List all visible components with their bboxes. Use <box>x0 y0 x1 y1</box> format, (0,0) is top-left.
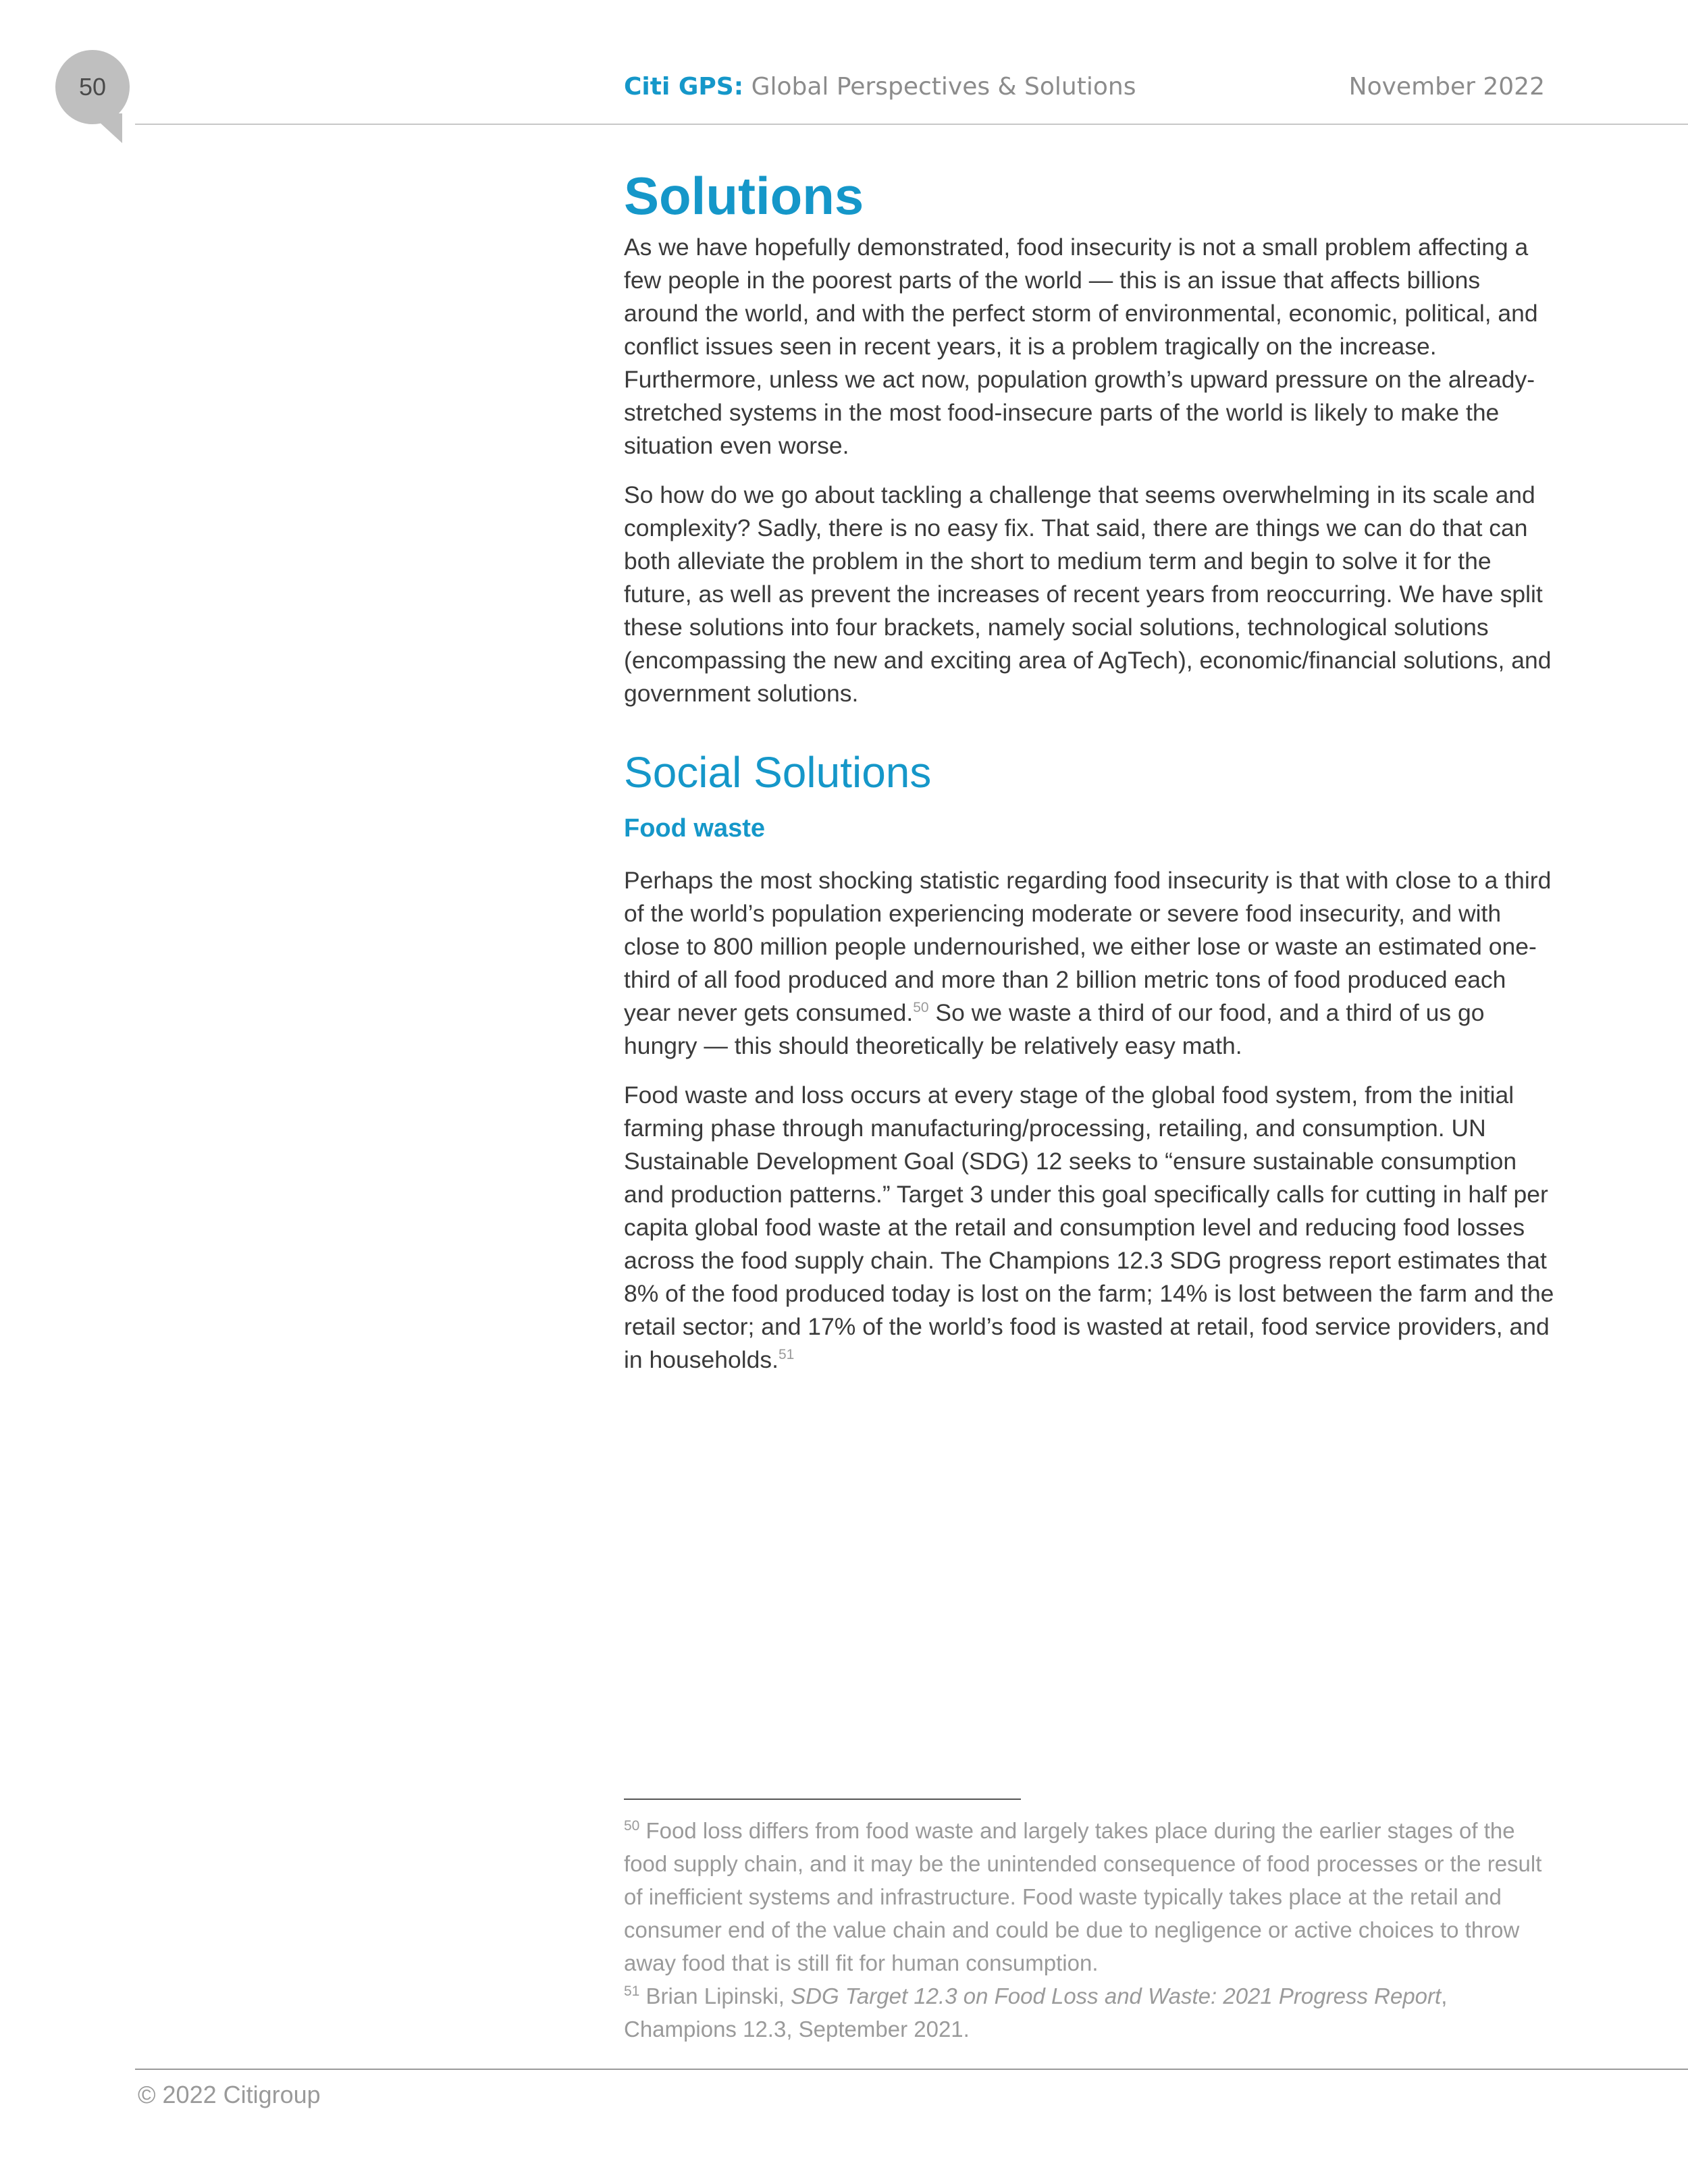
brand-name: Citi GPS: <box>624 73 744 101</box>
footer-copyright: © 2022 Citigroup <box>138 2081 321 2108</box>
footnote-51-rest: , Champions 12.3, September 2021. <box>624 1983 1448 2042</box>
intro-paragraph-1: As we have hopefully demonstrated, food insecurity is not a small problem affecting a few people in the poorest parts of the world — this is an issue that affects billions around the world, and with the perfect storm of environmental, economic, political, and conflict issues seen in recent years, it is a problem tragically on the increase. Furthermore, unless we act now, population growth’s upward pressure on the already-stretched systems in the most food-insecure parts of the world is likely to make the situation even worse. <box>624 234 1538 459</box>
footnote-ref-51[interactable]: 51 <box>778 1347 795 1363</box>
footnote-51-title: SDG Target 12.3 on Food Loss and Waste: 2021 Progress Report <box>791 1983 1442 2008</box>
social-solutions-heading: Social Solutions <box>624 748 932 797</box>
section-title: Solutions <box>624 166 864 225</box>
footnote-ref-50[interactable]: 50 <box>913 1000 929 1016</box>
footnote-51-author: Brian Lipinski, <box>639 1983 791 2008</box>
food-waste-paragraph-1-tail: So we waste a third of our food, and a third of us go hungry — this should theoretically be relatively easy math. <box>624 999 1485 1059</box>
footer-divider <box>135 2069 1688 2070</box>
header-date: November 2022 <box>1348 73 1545 101</box>
intro-paragraph-2: So how do we go about tackling a challenge that seems overwhelming in its scale and complexity? Sadly, there is no easy fix. That said, there are things we can do that can both alleviate the problem in the short to medium term and begin to solve it for the future, as well as prevent the increases of recent years from reoccurring. We have split these solutions into four brackets, namely social solutions, technological solutions (encompassing the new and exciting area of AgTech), economic/financial solutions, and government solutions. <box>624 481 1552 707</box>
header-divider <box>135 124 1688 125</box>
food-waste-paragraph-1 <box>624 864 1556 1063</box>
main-content <box>624 162 1556 1377</box>
food-waste-heading: Food waste <box>624 814 766 843</box>
footnote-50-text: Food loss differs from food waste and largely takes place during the earlier stages of the food supply chain, and it may be the unintended consequence of food processes or the result of inefficient systems and infrastructure. Food waste typically takes place at the retail and consumer end of the value chain and could be due to negligence or active choices to throw away food that is still fit for human consumption. <box>624 1818 1542 1975</box>
footnote-51 <box>624 1979 1556 2046</box>
brand-subtitle: Global Perspectives & Solutions <box>751 73 1136 101</box>
page-number: 50 <box>78 73 107 101</box>
footnote-50 <box>624 1814 1556 1979</box>
food-waste-paragraph-2-text: Food waste and loss occurs at every stage of the global food system, from the initial farming phase through manufacturing/processing, retailing, and consumption. UN Sustainable Development Goal (SDG) 12 seeks to “ensure sustainable consumption and production patterns.” Target 3 under this goal specifically calls for cutting in half per capita global food waste at the retail and consumption level and reducing food losses across the food supply chain. The Champions 12.3 SDG progress report estimates that 8% of the food produced today is lost on the farm; 14% is lost between the farm and the retail sector; and 17% of the world’s food is wasted at retail, food service providers, and in households. <box>624 1082 1554 1373</box>
footnotes <box>624 1814 1556 2046</box>
page-badge-tail <box>90 113 122 143</box>
header-brand <box>624 73 1136 101</box>
food-waste-paragraph-2 <box>624 1079 1556 1377</box>
food-waste-paragraph-1-text: Perhaps the most shocking statistic regarding food insecurity is that with close to a third of the world’s population experiencing moderate or severe food insecurity, and with close to 800 million people undernourished, we either lose or waste an estimated one-third of all food produced and more than 2 billion metric tons of food produced each year never gets consumed. <box>624 867 1552 1026</box>
footnote-divider <box>624 1799 1021 1800</box>
footnote-51-number: 51 <box>624 1983 640 1999</box>
footnote-50-number: 50 <box>624 1818 640 1834</box>
